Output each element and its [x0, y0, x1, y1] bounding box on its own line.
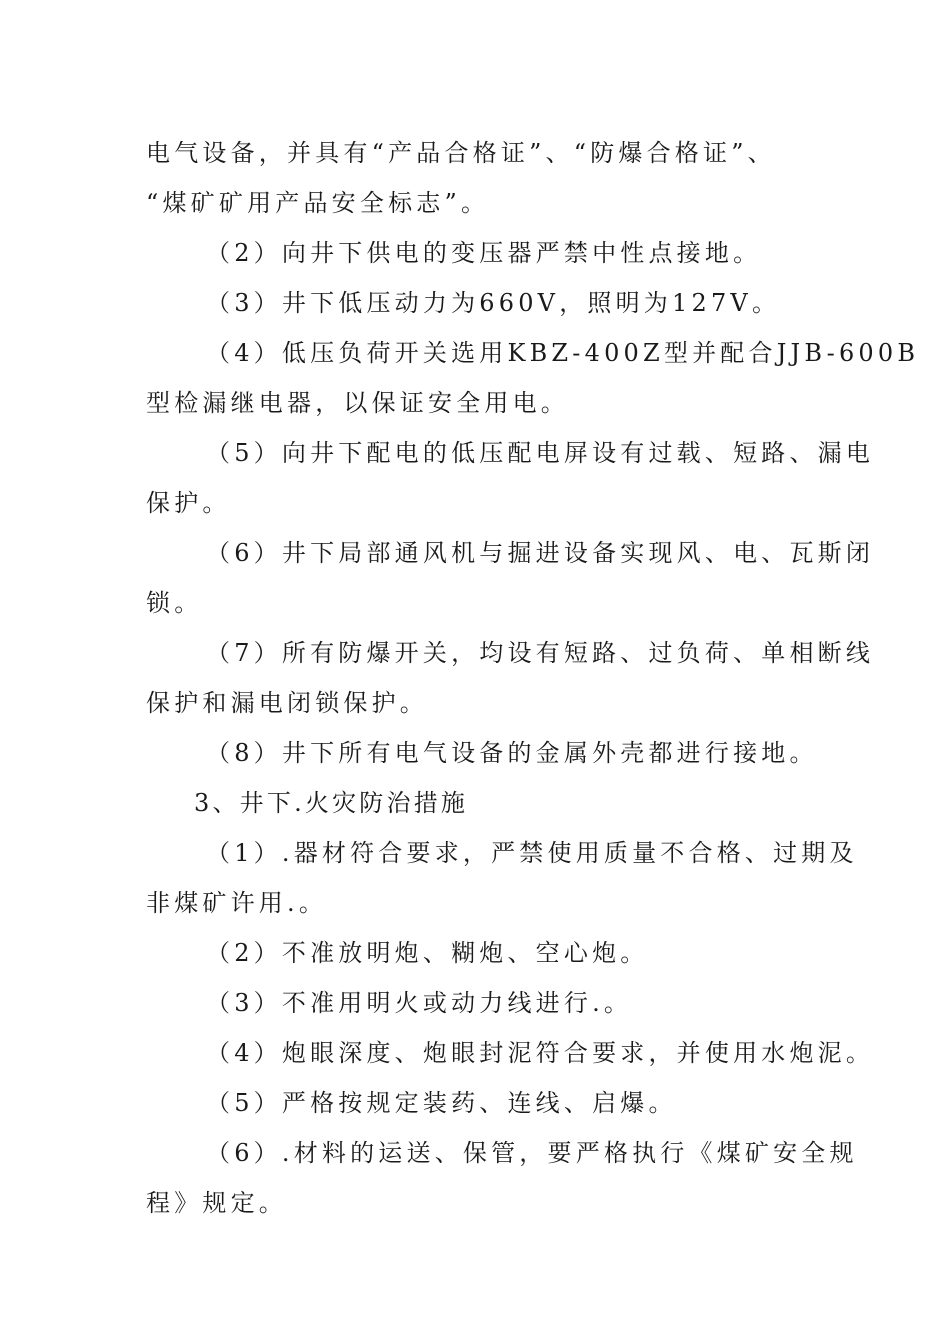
text-line: （2）不准放明炮、糊炮、空心炮。 — [206, 939, 649, 967]
text-line: 型检漏继电器，以保证安全用电。 — [146, 389, 569, 417]
text-line: （2）向井下供电的变压器严禁中性点接地。 — [206, 239, 762, 267]
text-line: 电气设备，并具有“产品合格证”、“防爆合格证”、 — [146, 139, 776, 167]
text-line: 保护和漏电闭锁保护。 — [146, 689, 428, 717]
text-line: 非煤矿许用.。 — [146, 889, 328, 917]
text-line: （4）炮眼深度、炮眼封泥符合要求，并使用水炮泥。 — [206, 1039, 875, 1067]
text-line: （6）井下局部通风机与掘进设备实现风、电、瓦斯闭 — [206, 539, 875, 567]
text-line: （3）不准用明火或动力线进行.。 — [206, 989, 633, 1017]
section-heading: 3、井下.火灾防治措施 — [194, 789, 469, 817]
text-line: （5）向井下配电的低压配电屏设有过载、短路、漏电 — [206, 439, 875, 467]
text-line: （3）井下低压动力为660V，照明为127V。 — [206, 289, 781, 317]
text-line: 保护。 — [146, 489, 231, 517]
text-line: （1）.器材符合要求，严禁使用质量不合格、过期及 — [206, 839, 858, 867]
text-line: （4）低压负荷开关选用KBZ-400Z型并配合JJB-600B — [206, 339, 920, 367]
text-line: 程》规定。 — [146, 1189, 287, 1217]
text-line: （7）所有防爆开关，均设有短路、过负荷、单相断线 — [206, 639, 875, 667]
text-line: “煤矿矿用产品安全标志”。 — [146, 189, 490, 217]
text-line: 锁。 — [146, 589, 203, 617]
text-line: （6）.材料的运送、保管，要严格执行《煤矿安全规 — [206, 1139, 858, 1167]
text-line: （5）严格按规定装药、连线、启爆。 — [206, 1089, 677, 1117]
text-line: （8）井下所有电气设备的金属外壳都进行接地。 — [206, 739, 818, 767]
